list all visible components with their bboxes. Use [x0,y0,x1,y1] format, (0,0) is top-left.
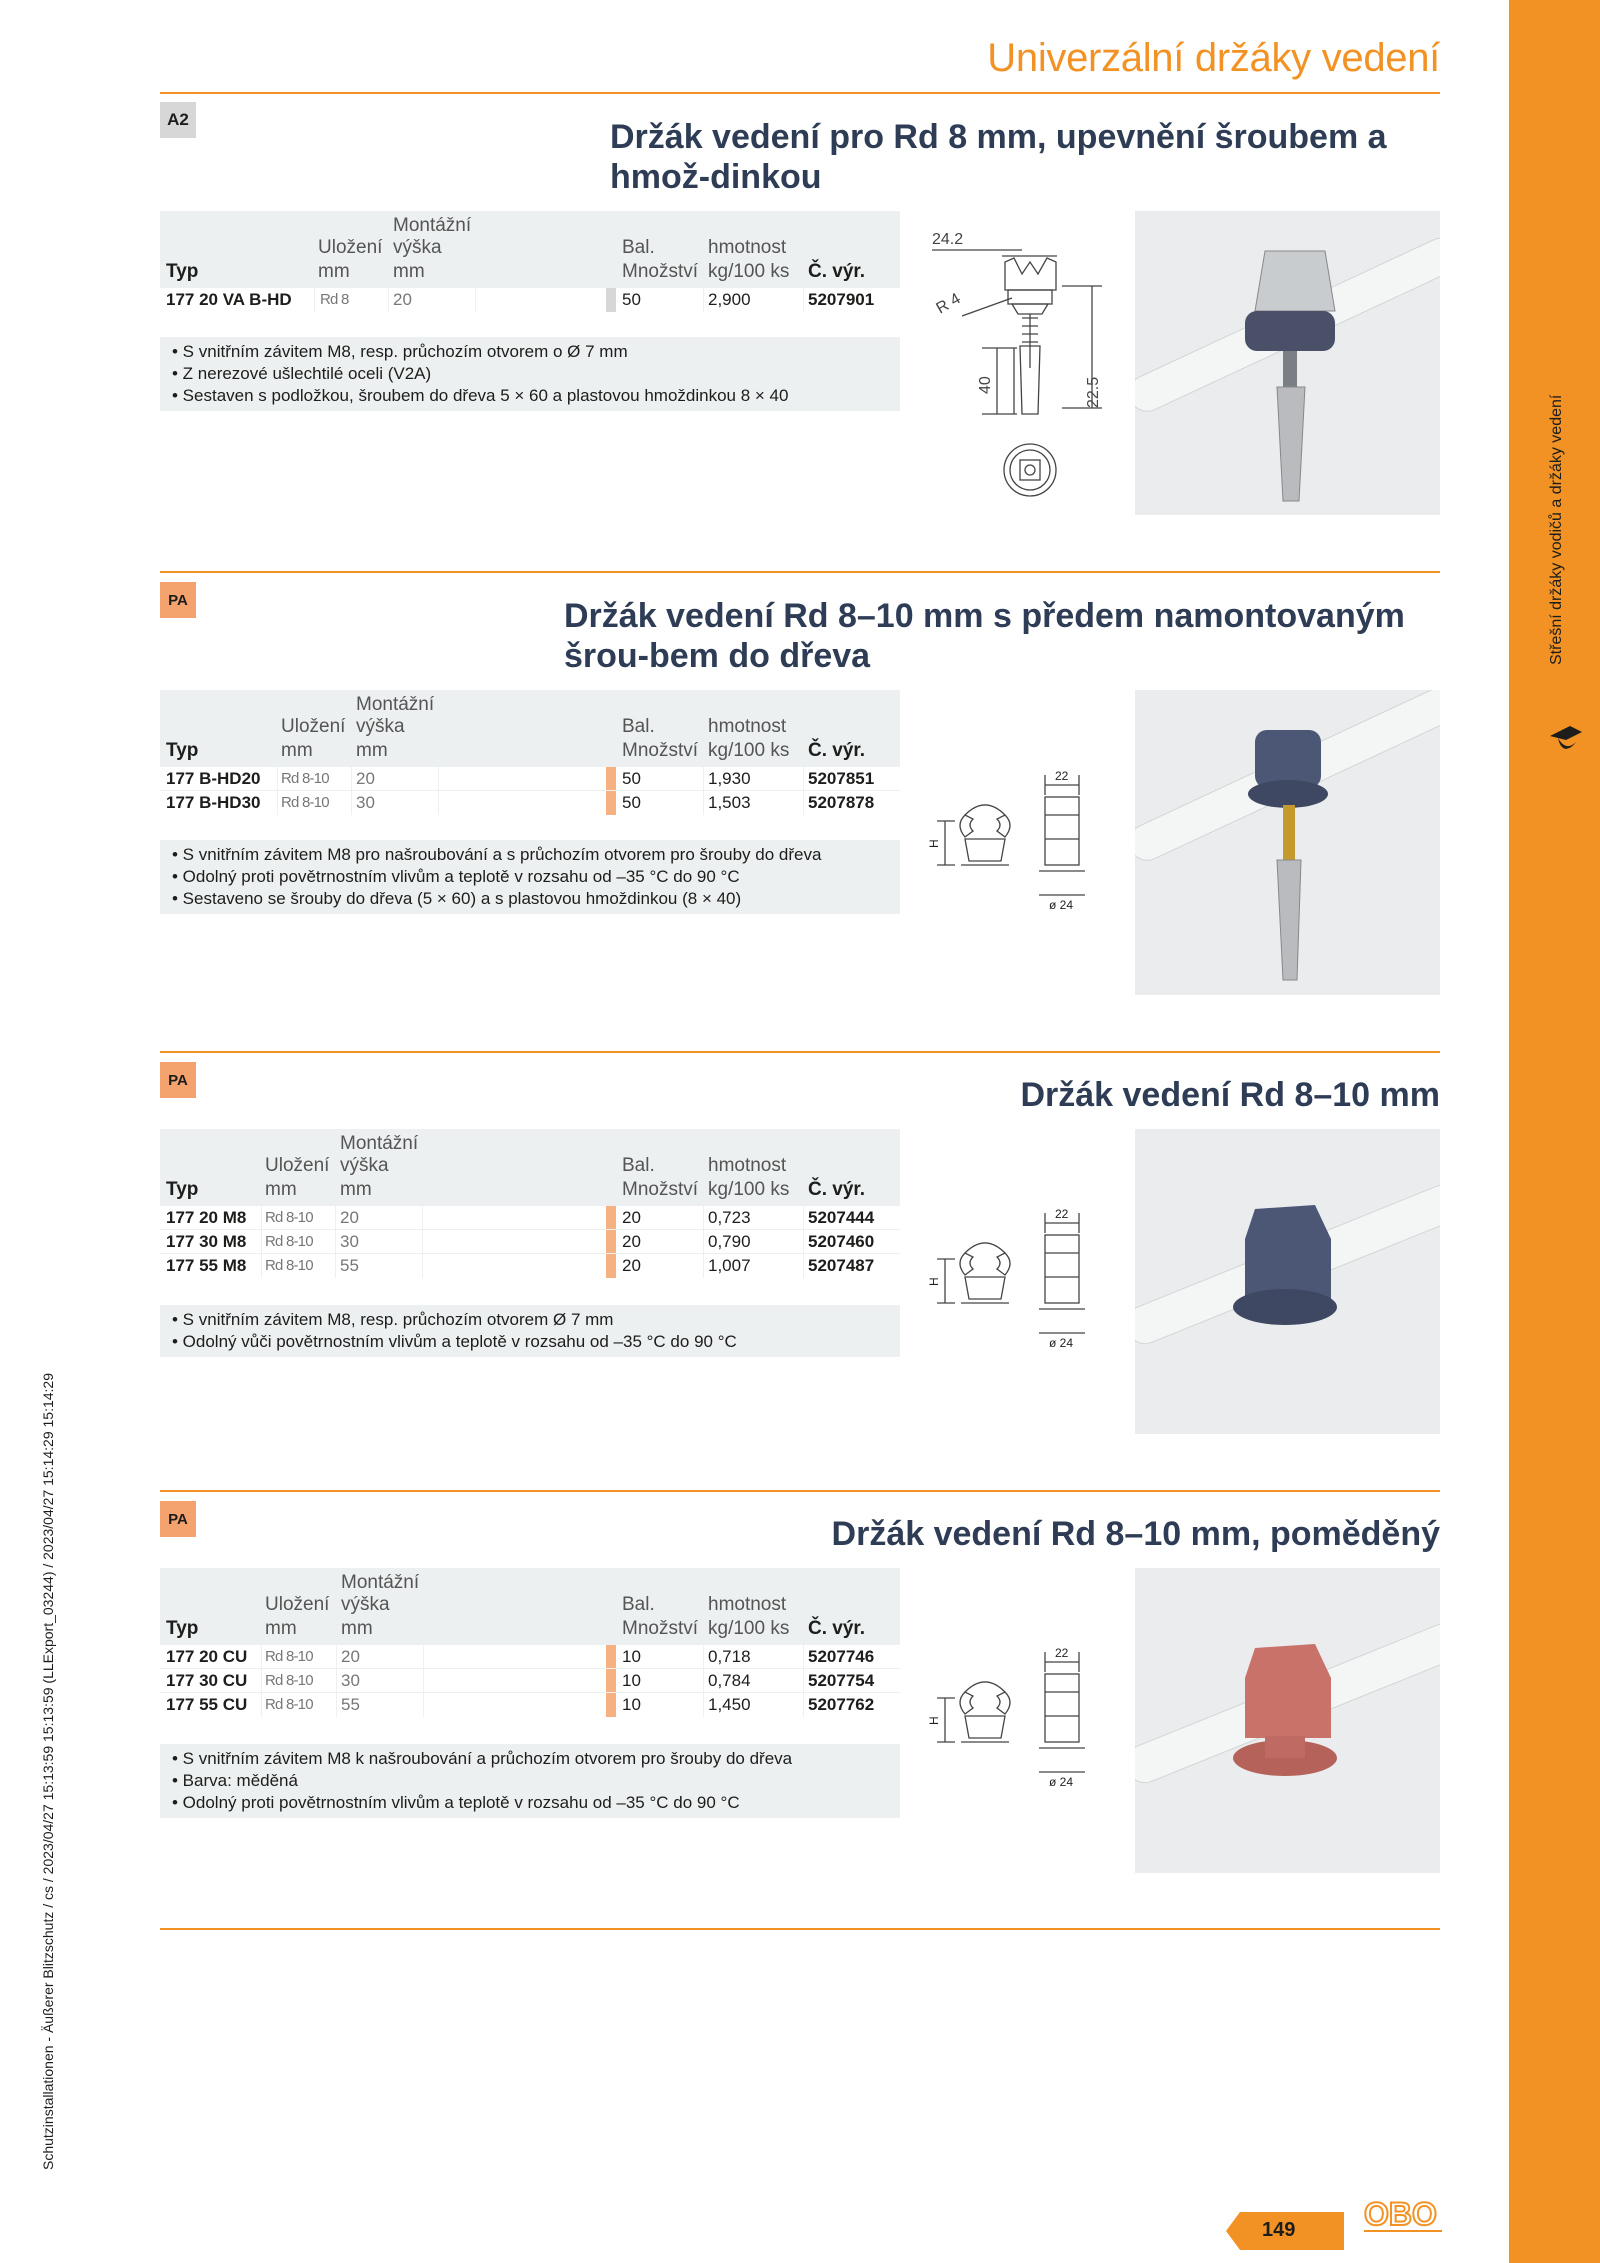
color-bar [606,1254,616,1278]
col-ulozeni-unit: mm [265,1618,297,1639]
dim-diameter: ø 24 [1049,1336,1074,1350]
col-ulozeni: Uložení [265,1594,330,1615]
col-montazni: Montážní [340,1133,419,1154]
cell-bal: 10 [622,1647,641,1666]
dim-width: 24.2 [932,231,964,248]
col-hmotnost: hmotnost [708,237,787,258]
note-item: • Z nerezové ušlechtilé oceli (V2A) [172,364,432,383]
cell-hmotnost: 1,503 [708,793,751,812]
color-bar [606,1645,616,1669]
note-item: • Odolný proti povětrnostním vlivům a teplotě v rozsahu od –35 °C do 90 °C [172,867,740,886]
cell-vyska: 20 [340,1208,359,1227]
cell-hmotnost: 0,718 [708,1647,751,1666]
col-cv: Č. výr. [808,1618,866,1639]
product-table [160,690,900,814]
section-title: Držák vedení Rd 8–10 mm [1020,1076,1440,1114]
note-item: • S vnitřním závitem M8, resp. průchozím otvorem o Ø 7 mm [172,342,628,361]
col-bal: Bal. [622,237,655,258]
col-hmotnost: hmotnost [708,1155,787,1176]
note-item: • Odolný proti povětrnostním vlivům a teplotě v rozsahu od –35 °C do 90 °C [172,1793,740,1812]
col-ulozeni-unit: mm [318,261,350,282]
dim-diameter: ø 24 [1049,1775,1074,1789]
color-bar [606,1669,616,1693]
table-row [160,790,900,814]
section-rule [160,1928,1440,1930]
feature-notes [160,1744,900,1818]
product-photo [1135,1568,1440,1873]
dim-width: 22 [1055,1646,1069,1660]
col-bal-unit: Množství [622,1618,699,1639]
col-montazni: Montážní [341,1572,420,1593]
cell-cv: 5207754 [808,1671,875,1690]
cell-cv: 5207851 [808,769,875,788]
cell-bal: 20 [622,1256,641,1275]
note-item: • Odolný vůči povětrnostním vlivům a teplotě v rozsahu od –35 °C do 90 °C [172,1332,737,1351]
col-ulozeni: Uložení [281,716,346,737]
col-vyska: výška [340,1155,389,1176]
cell-bal: 50 [622,793,641,812]
table-row [160,1668,900,1692]
cell-ulozeni: Rd 8 [320,291,349,308]
brand-logo [1364,2193,1444,2235]
cell-ulozeni: Rd 8-10 [265,1209,313,1226]
cell-vyska: 55 [341,1695,360,1714]
cell-typ: 177 20 VA B-HD [166,290,292,309]
section-badge: PA [160,1062,196,1098]
feature-notes [160,840,900,914]
col-ulozeni: Uložení [318,237,383,258]
cell-typ: 177 55 M8 [166,1256,247,1275]
col-ulozeni: Uložení [265,1155,330,1176]
technical-drawing [925,1642,1125,1802]
feature-notes [160,1305,900,1357]
cell-typ: 177 B-HD30 [166,793,261,812]
col-ulozeni-unit: mm [265,1179,297,1200]
print-metadata: Schutzinstallationen - Äußerer Blitzschutz / cs / 2023/04/27 15:13:59 15:13:59 (LLExport_03244) / 2023/04/27 15:14:29 15:14:29 [40,1373,56,2170]
roof-holder-icon [1548,722,1584,754]
cell-bal: 20 [622,1232,641,1251]
cell-cv: 5207901 [808,290,875,309]
col-montazni: Montážní [356,694,435,715]
section-badge: A2 [160,102,196,138]
color-bar [606,288,616,312]
col-ulozeni-unit: mm [281,740,313,761]
cell-vyska: 20 [341,1647,360,1666]
table-header [160,1568,900,1644]
col-vyska-unit: mm [356,740,388,761]
cell-hmotnost: 0,723 [708,1208,751,1227]
cell-typ: 177 55 CU [166,1695,248,1714]
product-photo [1135,211,1440,515]
col-hmotnost: hmotnost [708,1594,787,1615]
cell-vyska: 30 [356,793,375,812]
section-title: Držák vedení Rd 8–10 mm s předem namontovaným šrou-bem do dřeva [564,597,1405,675]
col-cv: Č. výr. [808,261,866,282]
cell-ulozeni: Rd 8-10 [281,770,329,787]
dim-radius: R 4 [933,290,964,318]
cell-bal: 50 [622,290,641,309]
cell-hmotnost: 0,790 [708,1232,751,1251]
section-rule [160,1051,1440,1053]
col-cv: Č. výr. [808,740,866,761]
cell-ulozeni: Rd 8-10 [281,794,329,811]
dim-width: 22 [1055,1207,1069,1221]
col-hmotnost: hmotnost [708,716,787,737]
product-photo [1135,690,1440,995]
cell-typ: 177 30 M8 [166,1232,247,1251]
color-bar [606,791,616,815]
cell-cv: 5207762 [808,1695,875,1714]
cell-cv: 5207460 [808,1232,875,1251]
col-vyska-unit: mm [341,1618,373,1639]
product-table [160,211,900,311]
section-badge: PA [160,582,196,618]
cell-vyska: 30 [340,1232,359,1251]
note-item: • S vnitřním závitem M8, resp. průchozím otvorem Ø 7 mm [172,1310,614,1329]
col-typ: Typ [166,1179,199,1200]
dim-width: 22 [1055,769,1069,783]
col-vyska-unit: mm [393,261,425,282]
dim-height: H [927,1277,941,1286]
product-photo [1135,1129,1440,1434]
section-rule [160,1490,1440,1492]
col-bal: Bal. [622,1155,655,1176]
cell-ulozeni: Rd 8-10 [265,1672,313,1689]
cell-cv: 5207487 [808,1256,875,1275]
dim-height: H [927,1716,941,1725]
feature-notes [160,337,900,411]
cell-bal: 20 [622,1208,641,1227]
color-bar [606,767,616,791]
note-item: • S vnitřním závitem M8 k našroubování a průchozím otvorem pro šrouby do dřeva [172,1749,793,1768]
table-row [160,1253,900,1277]
col-bal: Bal. [622,716,655,737]
col-hmotnost-unit: kg/100 ks [708,1618,790,1639]
col-bal-unit: Množství [622,261,699,282]
col-bal-unit: Množství [622,740,699,761]
col-typ: Typ [166,1618,199,1639]
cell-cv: 5207444 [808,1208,875,1227]
cell-ulozeni: Rd 8-10 [265,1648,313,1665]
technical-drawing [922,218,1122,508]
table-row [160,766,900,790]
color-bar [606,1693,616,1717]
cell-typ: 177 20 CU [166,1647,248,1666]
note-item: • Barva: měděná [172,1771,298,1790]
technical-drawing [925,765,1125,925]
section-rule [160,571,1440,573]
cell-bal: 50 [622,769,641,788]
cell-hmotnost: 0,784 [708,1671,751,1690]
color-bar [606,1230,616,1254]
col-vyska: výška [393,237,442,258]
note-item: • Sestaveno se šrouby do dřeva (5 × 60) a s plastovou hmoždinkou (8 × 40) [172,889,742,908]
color-bar [606,1206,616,1230]
cell-vyska: 55 [340,1256,359,1275]
product-table [160,1129,900,1277]
cell-typ: 177 30 CU [166,1671,248,1690]
col-vyska: výška [341,1594,390,1615]
section-title: Držák vedení Rd 8–10 mm, poměděný [831,1515,1440,1553]
sidebar-strip [1509,0,1600,2263]
cell-ulozeni: Rd 8-10 [265,1257,313,1274]
col-vyska: výška [356,716,405,737]
note-item: • Sestaven s podložkou, šroubem do dřeva 5 × 60 a plastovou hmoždinkou 8 × 40 [172,386,789,405]
table-row [160,1229,900,1253]
section-badge: PA [160,1501,196,1537]
col-bal-unit: Množství [622,1179,699,1200]
note-item: • S vnitřním závitem M8 pro našroubování a s průchozím otvorem pro šrouby do dřeva [172,845,822,864]
col-typ: Typ [166,740,199,761]
col-vyska-unit: mm [340,1179,372,1200]
page-number: 149 [1262,2219,1296,2241]
dim-height-1: 40 [977,376,994,394]
header-rule [160,92,1440,94]
cell-typ: 177 20 M8 [166,1208,247,1227]
cell-hmotnost: 1,450 [708,1695,751,1714]
table-row [160,287,900,311]
brand-logo-text: OBO [1364,2196,1437,2232]
dim-height: H [927,839,941,848]
table-header [160,690,900,766]
col-hmotnost-unit: kg/100 ks [708,1179,790,1200]
table-header [160,1129,900,1205]
sidebar-label: Střešní držáky vodičů a držáky vedení [1548,394,1565,665]
cell-vyska: 20 [356,769,375,788]
dim-diameter: ø 24 [1049,898,1074,912]
section-title: Držák vedení pro Rd 8 mm, upevnění šroubem a hmož-dinkou [610,118,1387,196]
cell-ulozeni: Rd 8-10 [265,1696,313,1713]
cell-hmotnost: 1,930 [708,769,751,788]
table-header [160,211,900,287]
page-title: Univerzální držáky vedení [987,36,1440,80]
cell-bal: 10 [622,1671,641,1690]
table-row [160,1205,900,1229]
col-hmotnost-unit: kg/100 ks [708,740,790,761]
col-hmotnost-unit: kg/100 ks [708,261,790,282]
cell-bal: 10 [622,1695,641,1714]
col-typ: Typ [166,261,199,282]
table-row [160,1644,900,1668]
technical-drawing [925,1203,1125,1363]
col-montazni: Montážní [393,215,472,236]
cell-cv: 5207746 [808,1647,875,1666]
col-cv: Č. výr. [808,1179,866,1200]
cell-vyska: 20 [393,290,412,309]
table-row [160,1692,900,1716]
cell-ulozeni: Rd 8-10 [265,1233,313,1250]
cell-hmotnost: 2,900 [708,290,751,309]
cell-typ: 177 B-HD20 [166,769,261,788]
cell-vyska: 30 [341,1671,360,1690]
product-table [160,1568,900,1716]
cell-cv: 5207878 [808,793,875,812]
dim-height-2: 22.5 [1085,376,1102,408]
col-bal: Bal. [622,1594,655,1615]
cell-hmotnost: 1,007 [708,1256,751,1275]
